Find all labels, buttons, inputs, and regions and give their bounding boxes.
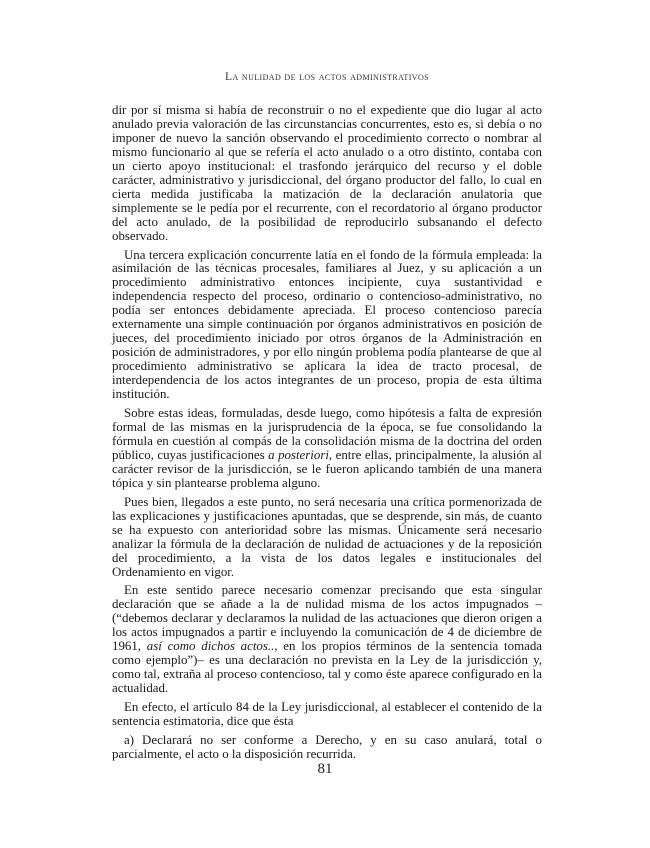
paragraph-3-text-b: , entre ellas, principalmente, la alusión al carácter revisor de la jurisdicción, se le fueron aplicando también de una manera tópica y sin plantearse problema alguno.: [112, 447, 542, 490]
running-header: La nulidad de los actos administrativos: [225, 71, 429, 83]
page-number: 81: [317, 761, 333, 777]
paragraph-6: En efecto, el artículo 84 de la Ley jurisdiccional, al establecer el contenido de la sentencia estimatoria, dice que ésta: [112, 700, 542, 729]
paragraph-5-text-b: , en los propios términos de la sentencia tomada como ejemplo”)– es una declaración no prevista en la Ley de la jurisdicción y, como tal, extraña al proceso contencioso, tal y como éste aparece configurado en la actualidad.: [112, 639, 542, 696]
paragraph-1: dir por sí misma si había de reconstruir o no el expediente que dio lugar al acto anulado previa valoración de las circunstancias concurrentes, esto es, si debía o no imponer de nuevo la sanción observando el procedimiento correcto o nombrar al mismo funcionario al que se refería el acto anulado o a otro distinto, contaba con un cierto apoyo institucional: el trasfondo jerárquico del recurso y el doble carácter, administrativo y jurisdiccional, del órgano productor del fallo, lo cual en cierta medida justificaba la matización de la declaración anulatoria que simplemente se le pedía por el recurrente, con el recordatorio al órgano productor del acto anulado, de la posibilidad de reproducirlo subsanando el defecto observado.: [112, 103, 542, 243]
paragraph-3-italic: a posteriori: [268, 447, 329, 462]
paragraph-5-italic: así como dichos actos..: [146, 639, 275, 654]
paragraph-2: Una tercera explicación concurrente latía en el fondo de la fórmula empleada: la asimilación de las técnicas procesales, familiares al Juez, y su aplicación a un procedimiento administrativo entonces incipiente, cuya sustantividad e independencia respecto del proceso, ordinario o contencioso-administrativo, no podía ser entonces debidamente apreciada. El proceso contencioso parecía externamente una simple continuación por órganos administrativos en posición de jueces, del procedimiento iniciado por otros órganos de la Administración en posición de administradores, y por ello ningún problema podía plantearse de que al procedimiento administrativo se aplicara la idea de tracto procesal, de interdependencia de los actos integrantes de un proceso, propia de esta última institución.: [112, 247, 542, 402]
paragraph-5: [112, 584, 542, 696]
body-text: [112, 104, 542, 762]
paragraph-3: [112, 407, 542, 491]
paragraph-5-text-a: En este sentido parece necesario comenzar precisando que esta singular declaración que se añade a la de nulidad misma de los actos impugnados –(“debemos declarar y declaramos la nulidad de las actuaciones que dieron origen a los actos impugnados a partir e incluyendo la comunicación de 4 de diciembre de 1961,: [112, 583, 542, 654]
paragraph-4: Pues bien, llegados a este punto, no será necesaria una crítica pormenorizada de las explicaciones y justificaciones apuntadas, que se desprende, sin más, de cuanto se ha expuesto con anterioridad sobre las mismas. Únicamente será necesario analizar la fórmula de la declaración de nulidad de actuaciones y de la reposición del procedimiento, a la vista de los datos legales e institucionales del Ordenamiento en vigor.: [112, 494, 542, 579]
paragraph-3-text-a: Sobre estas ideas, formuladas, desde luego, como hipótesis a falta de expresión formal de las mismas en la jurisprudencia de la época, se fue consolidando la fórmula en cuestión al compás de la consolidación misma de la doctrina del orden público, cuyas justificaciones: [112, 406, 542, 462]
paragraph-7: a) Declarará no ser conforme a Derecho, y en su caso anulará, total o parcialmente, el acto o la disposición recurrida.: [112, 732, 542, 761]
